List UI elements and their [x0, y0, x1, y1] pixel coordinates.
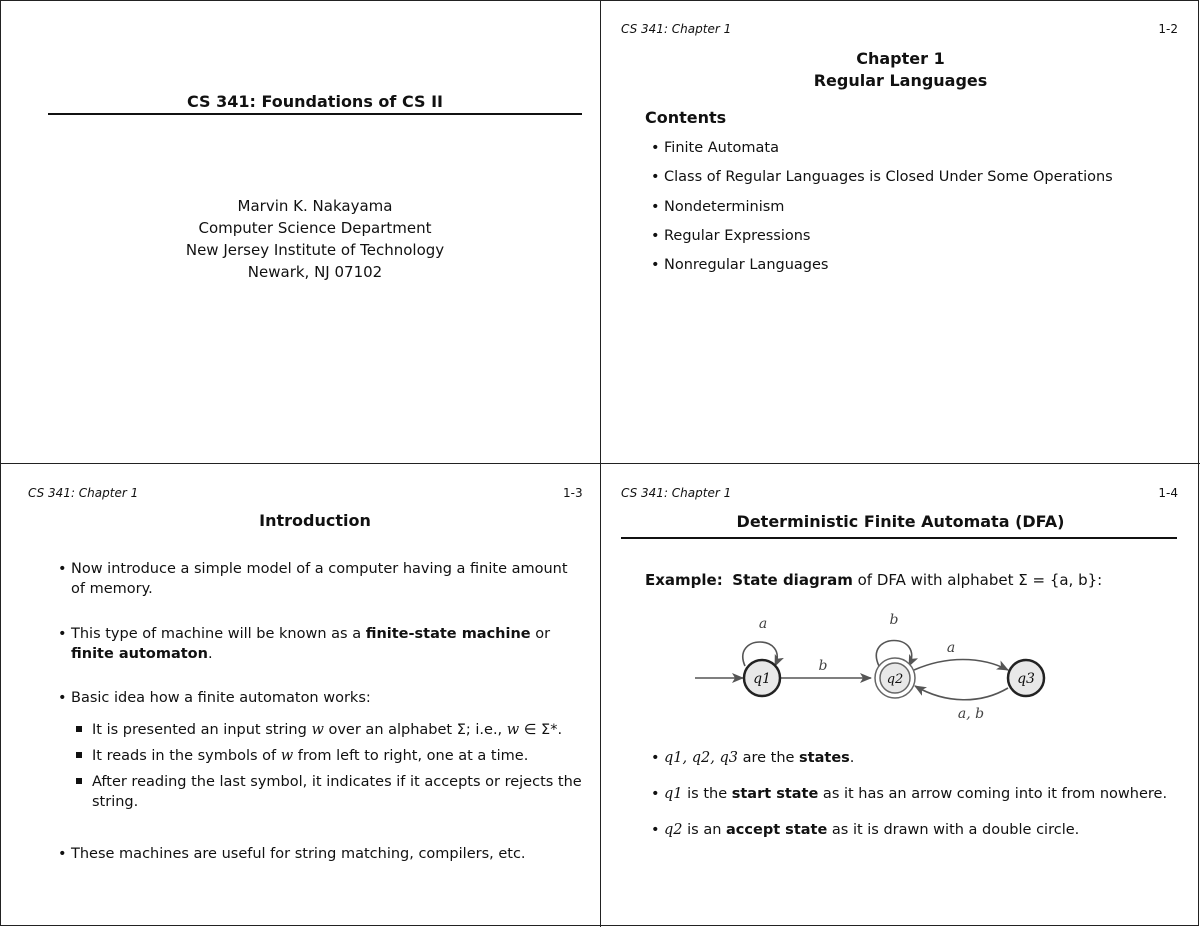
bullet-item: • q1 is the start state as it has an arrow coming into it from nowhere. [651, 786, 1168, 802]
contents-list [651, 140, 1113, 286]
author-name: Marvin K. Nakayama [237, 197, 393, 215]
page-number: 1-4 [1158, 486, 1178, 500]
list-item: • Finite Automata [651, 140, 779, 156]
example-line: Example: State diagram of DFA with alphabet Σ = {a, b}: [645, 571, 1103, 589]
slide-header: CS 341: Chapter 1 [28, 486, 139, 500]
slide-contents [601, 0, 1200, 463]
author-block [48, 195, 582, 283]
edge-q1-q2-label: b [818, 658, 828, 674]
title-rule [48, 113, 582, 115]
list-item: • Regular Expressions [651, 227, 811, 244]
state-q1-label: q1 [753, 671, 771, 687]
slide-title-text: Introduction [259, 511, 371, 530]
location: Newark, NJ 07102 [247, 263, 383, 281]
page-number: 1-3 [563, 486, 583, 500]
slide-header: CS 341: Chapter 1 [621, 486, 732, 500]
bullet-item: • q1, q2, q3 are the states. [651, 750, 855, 766]
state-q2-label: q2 [886, 672, 904, 687]
chapter-name: Regular Languages [813, 71, 988, 90]
title-rule [621, 537, 1177, 539]
institution: New Jersey Institute of Technology [185, 241, 445, 259]
edge-q2-q3-label: a [946, 640, 956, 656]
chapter-title [601, 48, 1200, 92]
course-title: CS 341: Foundations of CS II [187, 92, 443, 111]
edge-q3-q2 [915, 686, 1008, 700]
list-item: • Class of Regular Languages is Closed Under Some Operations [651, 169, 1113, 186]
slide-title [0, 0, 600, 463]
bullet-item: • This type of machine will be known as a finite-state machine or finite automaton. [58, 626, 551, 662]
list-item: • Nondeterminism [651, 198, 785, 215]
slide-title-text: Deterministic Finite Automata (DFA) [736, 512, 1065, 531]
list-item: • Nonregular Languages [651, 257, 829, 274]
chapter-number: Chapter 1 [856, 49, 945, 68]
loop-q1-label: a [758, 616, 768, 632]
bullet-item: • Basic idea how a finite automaton works: [58, 690, 371, 706]
state-q3-label: q3 [1017, 671, 1035, 687]
bullet-item: • These machines are useful for string matching, compilers, etc. [58, 846, 526, 862]
sub-bullet-item: After reading the last symbol, it indicates if it accepts or rejects the string. [74, 772, 584, 812]
slide-introduction [0, 464, 600, 927]
page-number: 1-2 [1158, 22, 1178, 36]
edge-q3-q2-label: a, b [957, 706, 985, 722]
edge-q2-q3 [914, 660, 1008, 671]
slide-header: CS 341: Chapter 1 [621, 22, 732, 36]
loop-q2-label: b [889, 612, 899, 628]
contents-heading: Contents [645, 108, 727, 127]
sub-bullet-item: It is presented an input string w over an alphabet Σ; i.e., w ∈ Σ*. [74, 720, 584, 740]
slide-dfa [601, 464, 1200, 927]
bullet-item: • q2 is an accept state as it is drawn with a double circle. [651, 822, 1080, 838]
department: Computer Science Department [198, 219, 432, 237]
bullet-item: • Now introduce a simple model of a computer having a finite amount of memory. [58, 561, 568, 597]
dfa-state-diagram [681, 604, 1061, 724]
sub-bullet-item: It reads in the symbols of w from left to right, one at a time. [74, 746, 584, 766]
